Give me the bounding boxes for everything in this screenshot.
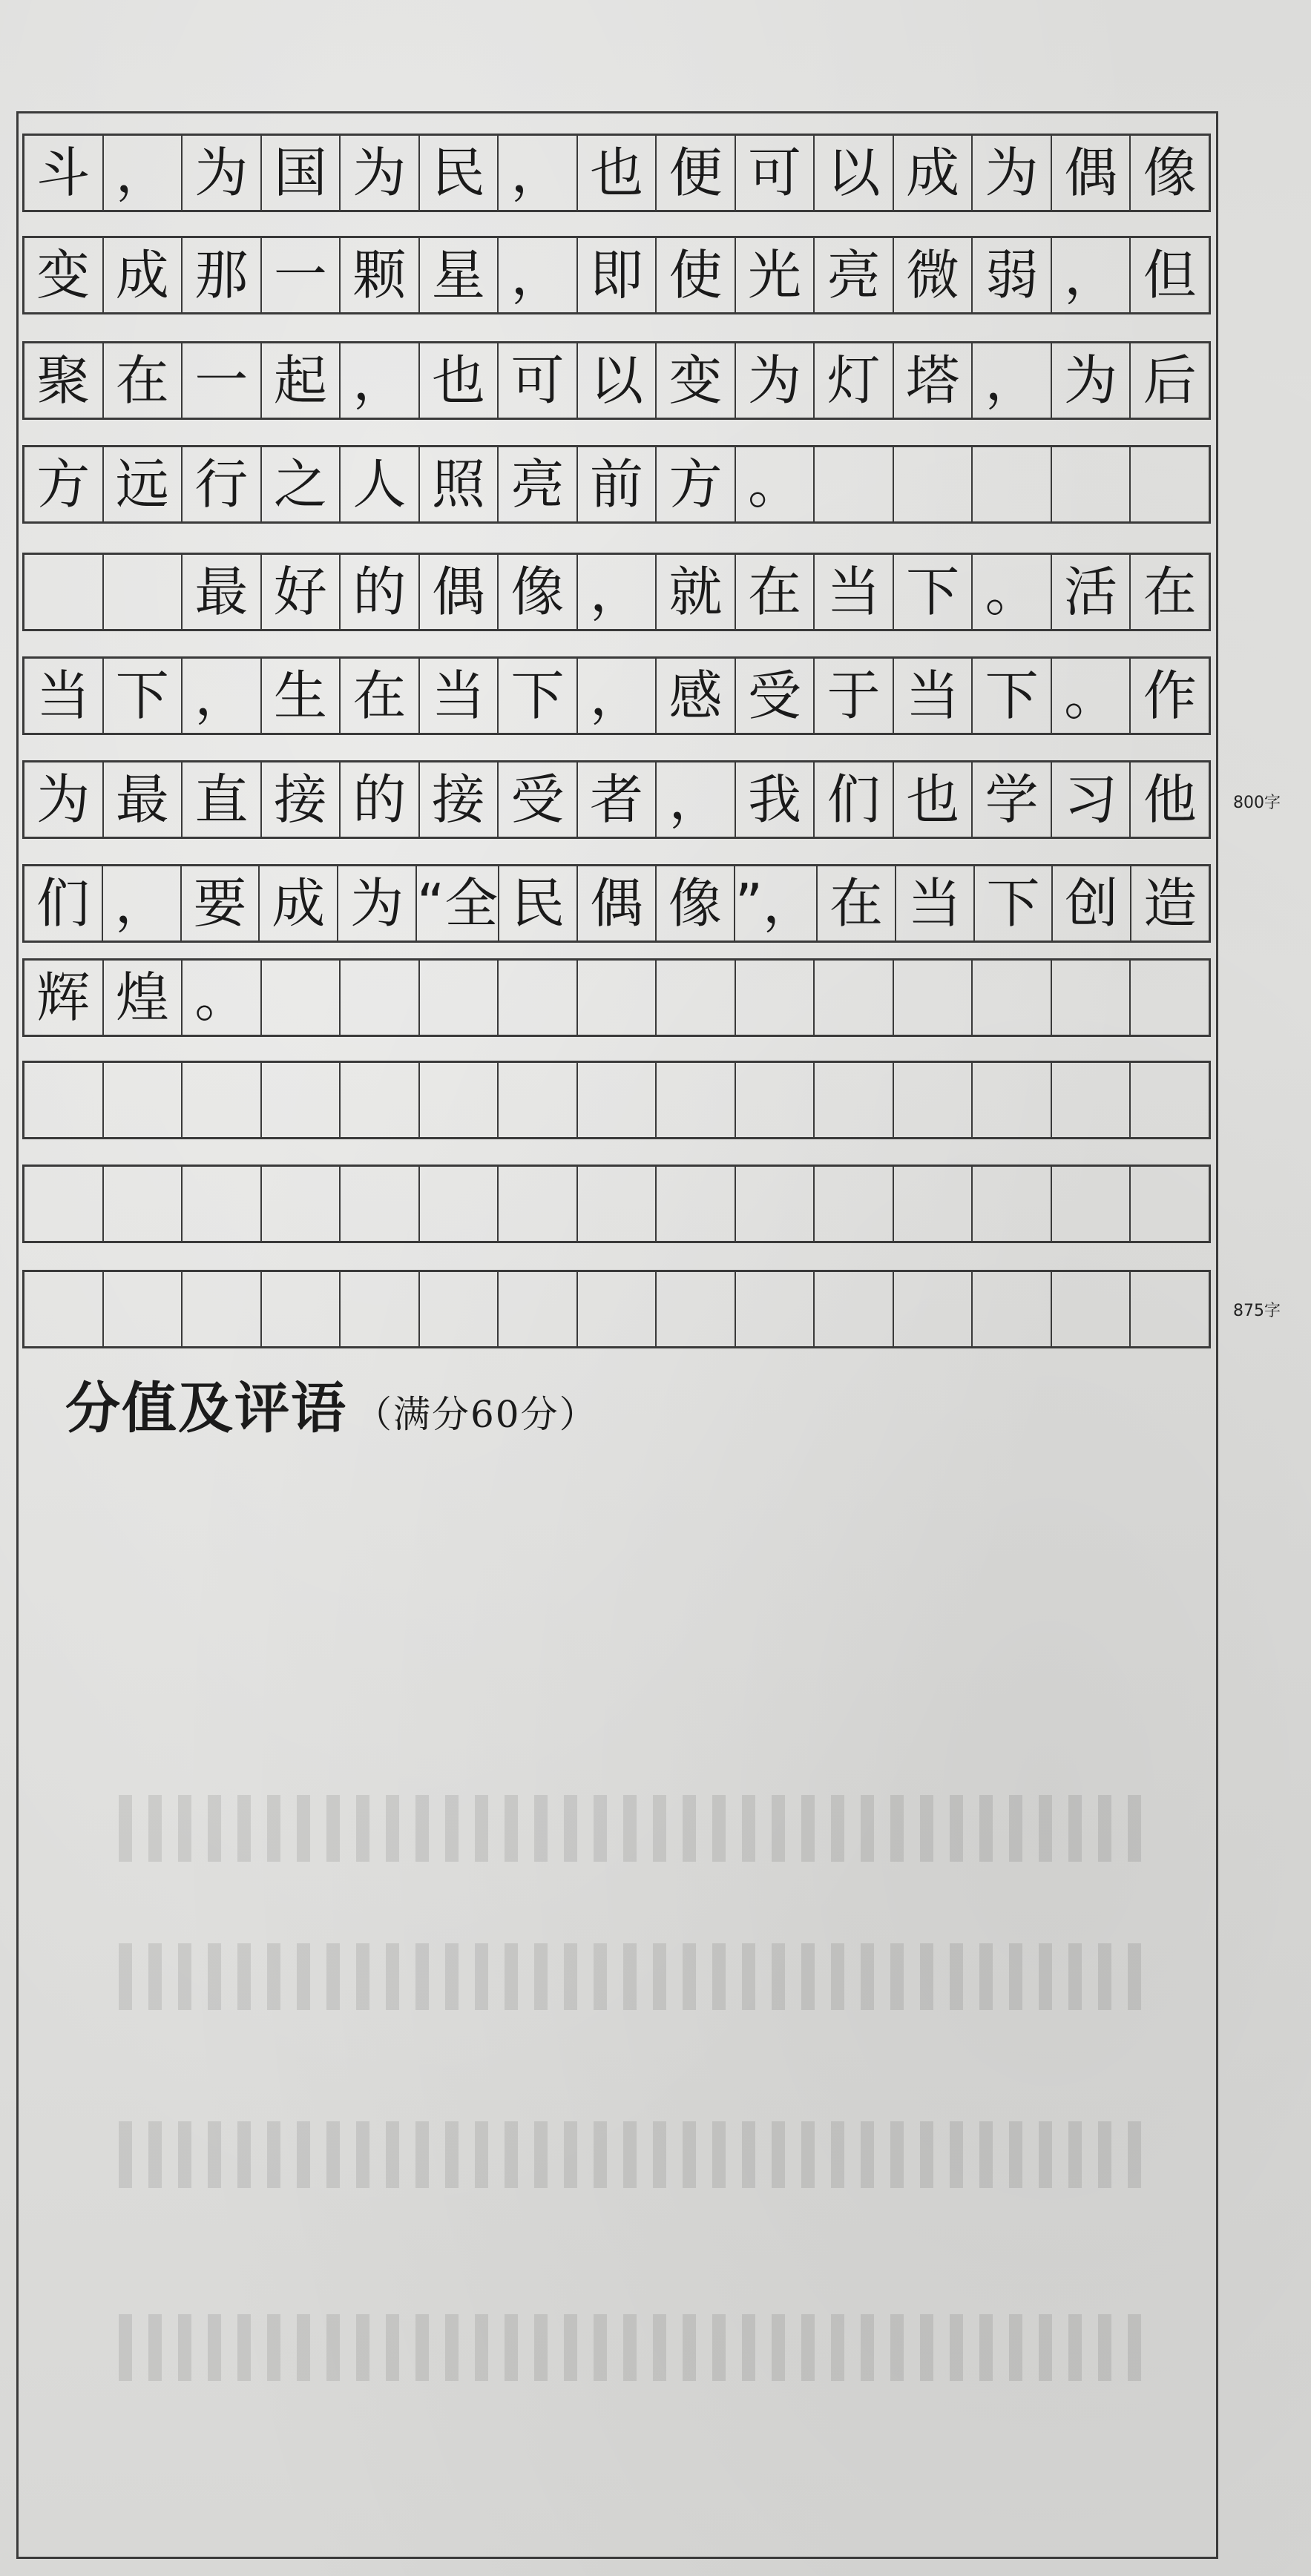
grid-cell: 最 [183, 555, 262, 629]
grid-cell [973, 1272, 1052, 1346]
grid-cell [736, 1272, 815, 1346]
grid-cell: 也 [894, 762, 973, 837]
grid-cell [815, 1272, 894, 1346]
grid-cell [262, 1063, 341, 1137]
grid-cell [657, 1063, 736, 1137]
grid-cell: 亮 [815, 238, 894, 312]
grid-cell: 要 [182, 866, 260, 941]
grid-cell [341, 1167, 420, 1241]
grid-cell: 成 [104, 238, 183, 312]
grid-cell: 微 [894, 238, 973, 312]
score-subtitle: （满分60分） [355, 1393, 598, 1436]
grid-cell: 使 [657, 238, 736, 312]
grid-cell [973, 1167, 1052, 1241]
grid-cell [973, 1063, 1052, 1137]
grid-cell [973, 447, 1052, 521]
grid-cell: 便 [657, 136, 736, 210]
grid-cell [1052, 961, 1131, 1035]
grid-cell [1052, 1063, 1131, 1137]
grid-cell: 生 [262, 659, 341, 733]
grid-cell: 斗 [24, 136, 104, 210]
grid-cell [1131, 1167, 1209, 1241]
grid-cell: 受 [736, 659, 815, 733]
grid-cell: 亮 [499, 447, 578, 521]
grid-cell: 灯 [815, 343, 894, 418]
grid-cell: 在 [1143, 561, 1197, 623]
grid-cell: 下 [975, 866, 1054, 941]
grid-cell: 当 [894, 659, 973, 733]
grid-cell: 在 [736, 555, 815, 629]
grid-cell: 弱 [973, 238, 1052, 312]
grid-cell: ， [183, 659, 262, 733]
grid-cell: 们 [815, 762, 894, 837]
grid-cell: 像 [1143, 142, 1197, 204]
grid-cell: 可 [736, 136, 815, 210]
grid-cell: 在 [818, 866, 896, 941]
grid-cell: 接 [420, 762, 499, 837]
grid-cell: 后 [1143, 349, 1197, 412]
grid-cell: 感 [657, 659, 736, 733]
grid-cell [420, 1272, 499, 1346]
grid-cell [24, 555, 104, 629]
grid-cell [736, 961, 815, 1035]
grid-cell: 聚 [24, 343, 104, 418]
grid-cell [1131, 961, 1209, 1035]
grid-cell: 为 [736, 343, 815, 418]
grid-cell: 光 [736, 238, 815, 312]
grid-cell: 但 [1143, 244, 1197, 306]
grid-cell: 为 [1052, 343, 1131, 418]
grid-cell: 习 [1052, 762, 1131, 837]
grid-cell [815, 1167, 894, 1241]
grid-row [22, 958, 1211, 1037]
grid-row [22, 864, 1211, 943]
grid-row [22, 760, 1211, 839]
grid-cell: 当 [24, 659, 104, 733]
grid-cell [973, 961, 1052, 1035]
grid-cell: 一 [262, 238, 341, 312]
word-count-marker-800: 800字 [1233, 794, 1281, 812]
grid-cell [736, 1063, 815, 1137]
grid-cell: 活 [1052, 555, 1131, 629]
grid-cell [183, 1063, 262, 1137]
grid-cell: 行 [183, 447, 262, 521]
grid-cell: 下 [894, 555, 973, 629]
grid-cell: ”， [735, 866, 818, 941]
grid-cell: 为 [183, 136, 262, 210]
grid-cell: 之 [262, 447, 341, 521]
grid-cell [894, 1272, 973, 1346]
grid-cell [1131, 1063, 1209, 1137]
grid-cell: 即 [578, 238, 657, 312]
grid-cell [499, 1063, 578, 1137]
grid-cell [736, 1167, 815, 1241]
word-count-marker-875: 875字 [1233, 1302, 1281, 1320]
grid-cell: ， [103, 866, 182, 941]
grid-cell [420, 1167, 499, 1241]
grid-cell: 下 [104, 659, 183, 733]
grid-cell: 我 [736, 762, 815, 837]
grid-cell [104, 555, 183, 629]
grid-cell [1052, 447, 1131, 521]
grid-cell: 颗 [341, 238, 420, 312]
grid-cell: 为 [341, 136, 420, 210]
grid-cell: 造 [1143, 872, 1197, 935]
grid-cell [24, 1063, 104, 1137]
grid-cell: 像 [657, 866, 735, 941]
grid-cell: 于 [815, 659, 894, 733]
grid-cell: 那 [183, 238, 262, 312]
grid-cell: 最 [104, 762, 183, 837]
grid-cell: “全 [417, 866, 499, 941]
grid-cell: 前 [578, 447, 657, 521]
grid-cell [24, 1167, 104, 1241]
grid-row [22, 1270, 1211, 1348]
grid-cell: 方 [657, 447, 736, 521]
grid-cell [104, 1167, 183, 1241]
grid-cell: 偶 [420, 555, 499, 629]
grid-cell: 偶 [1052, 136, 1131, 210]
grid-cell: 像 [499, 555, 578, 629]
grid-cell: 为 [24, 762, 104, 837]
grid-cell: 辉 [24, 961, 104, 1035]
grid-cell: 在 [104, 343, 183, 418]
grid-cell: 受 [499, 762, 578, 837]
grid-cell: 下 [973, 659, 1052, 733]
grid-cell [262, 961, 341, 1035]
grid-cell: 偶 [578, 866, 657, 941]
grid-cell: 为 [973, 136, 1052, 210]
grid-cell [894, 447, 973, 521]
grid-row [22, 445, 1211, 524]
grid-row [22, 1165, 1211, 1243]
grid-cell [183, 1272, 262, 1346]
grid-cell: 当 [896, 866, 975, 941]
grid-cell [1131, 447, 1209, 521]
grid-cell: 。 [183, 961, 262, 1035]
grid-cell [341, 961, 420, 1035]
grid-cell [578, 961, 657, 1035]
grid-cell: 远 [104, 447, 183, 521]
grid-cell [657, 961, 736, 1035]
grid-cell [24, 1272, 104, 1346]
score-section-heading [65, 1365, 598, 1443]
grid-cell: 以 [578, 343, 657, 418]
grid-cell: 煌 [104, 961, 183, 1035]
grid-cell: 。 [736, 447, 815, 521]
grid-cell: 当 [815, 555, 894, 629]
grid-cell: 人 [341, 447, 420, 521]
grid-row [22, 134, 1211, 212]
grid-cell: ， [104, 136, 183, 210]
grid-cell: ， [973, 343, 1052, 418]
grid-cell [1052, 1272, 1131, 1346]
grid-cell [183, 1167, 262, 1241]
grid-row [22, 1061, 1211, 1139]
grid-cell [104, 1272, 183, 1346]
grid-cell [578, 1167, 657, 1241]
grid-cell [341, 1063, 420, 1137]
grid-cell: 方 [24, 447, 104, 521]
grid-cell [262, 1272, 341, 1346]
grid-cell: 民 [499, 866, 578, 941]
grid-cell: 照 [420, 447, 499, 521]
grid-cell [815, 961, 894, 1035]
grid-cell: 变 [657, 343, 736, 418]
grid-cell [657, 1167, 736, 1241]
grid-cell: 在 [341, 659, 420, 733]
grid-cell: 成 [260, 866, 338, 941]
grid-cell [499, 1167, 578, 1241]
grid-cell: 可 [499, 343, 578, 418]
grid-cell: 国 [262, 136, 341, 210]
grid-cell: 起 [262, 343, 341, 418]
grid-cell [894, 1063, 973, 1137]
grid-cell: 直 [183, 762, 262, 837]
grid-cell: 变 [24, 238, 104, 312]
grid-cell: 接 [262, 762, 341, 837]
grid-cell: ， [341, 343, 420, 418]
grid-cell: 的 [341, 555, 420, 629]
grid-cell: 们 [24, 866, 103, 941]
grid-row [22, 656, 1211, 735]
grid-cell: 民 [420, 136, 499, 210]
grid-cell: 。 [1052, 659, 1131, 733]
grid-cell [499, 961, 578, 1035]
grid-cell: 好 [262, 555, 341, 629]
grid-cell [499, 1272, 578, 1346]
grid-cell: 一 [183, 343, 262, 418]
grid-cell: 以 [815, 136, 894, 210]
grid-cell: ， [578, 555, 657, 629]
grid-cell [1052, 1167, 1131, 1241]
grid-cell: ， [1052, 238, 1131, 312]
grid-cell [341, 1272, 420, 1346]
grid-cell: 学 [973, 762, 1052, 837]
grid-cell [815, 447, 894, 521]
grid-cell [262, 1167, 341, 1241]
grid-cell: 也 [578, 136, 657, 210]
grid-cell [815, 1063, 894, 1137]
grid-cell: ， [578, 659, 657, 733]
grid-row [22, 553, 1211, 631]
grid-cell [578, 1272, 657, 1346]
grid-cell [1131, 1272, 1209, 1346]
grid-cell [894, 961, 973, 1035]
grid-cell: 也 [420, 343, 499, 418]
grid-cell: ， [499, 238, 578, 312]
grid-cell: 下 [499, 659, 578, 733]
grid-cell [104, 1063, 183, 1137]
grid-row [22, 341, 1211, 420]
grid-cell [578, 1063, 657, 1137]
grid-row [22, 236, 1211, 314]
grid-cell: 塔 [894, 343, 973, 418]
grid-cell [420, 961, 499, 1035]
grid-cell: 当 [420, 659, 499, 733]
grid-cell: 成 [894, 136, 973, 210]
grid-cell: 作 [1143, 665, 1197, 727]
grid-cell: 的 [341, 762, 420, 837]
grid-cell [657, 1272, 736, 1346]
score-title: 分值及评语 [65, 1377, 347, 1440]
grid-cell: 者 [578, 762, 657, 837]
grid-cell: 创 [1053, 866, 1131, 941]
grid-cell: 他 [1143, 768, 1197, 831]
grid-cell: 为 [338, 866, 417, 941]
grid-cell [894, 1167, 973, 1241]
grid-cell [420, 1063, 499, 1137]
grid-cell: ， [499, 136, 578, 210]
grid-cell: ， [657, 762, 736, 837]
grid-cell: 星 [420, 238, 499, 312]
grid-cell: 。 [973, 555, 1052, 629]
grid-cell: 就 [657, 555, 736, 629]
